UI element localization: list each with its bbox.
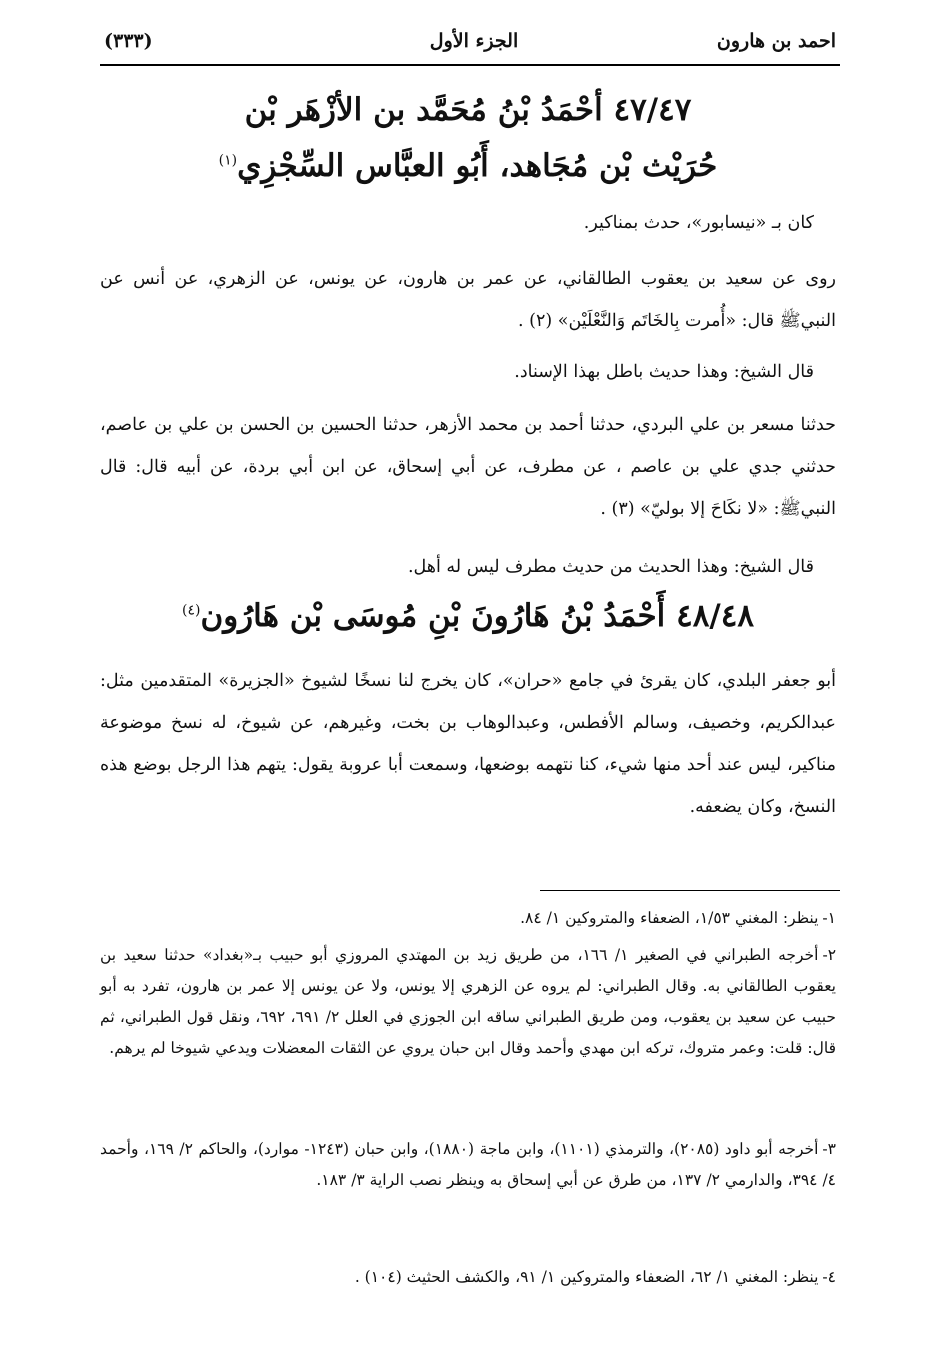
page-number: (٣٣٣) bbox=[104, 30, 153, 52]
footnote-3-number: ٣- bbox=[822, 1140, 836, 1158]
entry-47-sheikh-comment-2: قال الشيخ: وهذا الحديث من حديث مطرف ليس له أهل. bbox=[407, 557, 814, 577]
entry-48-title-text: ٤٨/٤٨ أَحْمَدُ بْنُ هَارُونَ بْنِ مُوسَى بْن هَارُون bbox=[200, 598, 755, 634]
running-header-volume: الجزء الأول bbox=[429, 30, 519, 52]
footnote-4 bbox=[100, 1262, 836, 1293]
footnote-2 bbox=[100, 940, 836, 1126]
entry-47-title-line-2 bbox=[100, 148, 836, 184]
footnote-3 bbox=[100, 1134, 836, 1258]
footnote-3-text: أخرجه أبو داود (٢٠٨٥)، والترمذي (١١٠١)، وابن ماجة (١٨٨٠)، وابن حبان (١٢٤٣- موارد)، والحاكم ٢/ ١٦٩، وأحمد ٤/ ٣٩٤، والدارمي ٢/ ١٣٧، من طرق عن أبي إسحاق به وينظر نصب الراية ٣/ ١٨٣. bbox=[100, 1140, 836, 1189]
entry-47-narration: روى عن سعيد بن يعقوب الطالقاني، عن عمر بن هارون، عن يونس، عن الزهري، عن أنس عن النبيﷺ قال: «أُمرت بِالخَاتَم وَالنَّعْلَيْن» (٢) . bbox=[100, 269, 836, 331]
entry-48-biography: أبو جعفر البلدي، كان يقرئ في جامع «حران»، كان يخرج لنا نسخًا لشيوخ «الجزيرة» المتقدمين مثل: عبدالكريم، وخصيف، وسالم الأفطس، وعبدالوهاب بن بخت، وغيرهم، عن شيوخ، له نسخ موضوعة مناكير، ليس عند أحد منها شيء، كنا نتهمه بوضعها، وسمعت أبا عروبة يقول: يتهم هذا الرجل بوضع هذه النسخ، وكان يضعفه. bbox=[100, 671, 837, 817]
entry-47-footnote-ref: (١) bbox=[218, 152, 238, 169]
entry-47-title-line-1: ٤٧/٤٧ أحْمَدُ بْنُ مُحَمَّد بن الأزْهَر بْن bbox=[244, 92, 692, 128]
entry-48-footnote-ref: (٤) bbox=[181, 602, 201, 619]
footnote-1 bbox=[100, 903, 836, 934]
footnote-4-number: ٤- bbox=[822, 1268, 836, 1286]
entry-47-title-text: حُرَيْث بْن مُجَاهد، أَبُو العبَّاس السِّجْزِي bbox=[237, 148, 718, 184]
footnote-rule bbox=[540, 890, 840, 891]
entry-48-title bbox=[100, 598, 836, 634]
footnote-4-text: ينظر: المغني ١/ ٦٢، الضعفاء والمتروكين ١/ ٩١، والكشف الحثيث (١٠٤) . bbox=[354, 1268, 819, 1286]
footnote-2-text: أخرجه الطبراني في الصغير ١/ ١٦٦، من طريق زيد بن المهتدي المروزي أبو حبيب بـ«بغداد» حدثنا سعيد بن يعقوب الطالقاني به. وقال الطبراني: لم يروه عن الزهري إلا يونس، ولا عن يونس إلا عمر بن هارون، تفرد به أبو حبيب عن سعيد بن يعقوب، ومن طريق الطبراني ساقه ابن الجوزي في العلل ٢/ ٦٩١، ٦٩٢، ونقل قول الطبراني، ثم قال: قلت: وعمر متروك، تركه ابن مهدي وأحمد وقال ابن حبان يروي عن الثقات المعضلات ويدعي شيوخا لم يرهم. bbox=[100, 946, 836, 1057]
footnote-1-number: ١- bbox=[822, 909, 836, 927]
header-rule bbox=[100, 64, 840, 66]
entry-47-sheikh-comment: قال الشيخ: وهذا حديث باطل بهذا الإسناد. bbox=[514, 362, 814, 382]
footnote-2-number: ٢- bbox=[822, 946, 837, 964]
entry-47-intro: كان بـ «نيسابور»، حدث بمناكير. bbox=[583, 213, 814, 233]
running-header-author: احمد بن هارون bbox=[716, 30, 836, 52]
entry-47-hadith-chain: حدثنا مسعر بن علي البردي، حدثنا أحمد بن محمد الأزهر، حدثنا الحسين بن الحسن بن علي بن عاصم، حدثني جدي علي بن عاصم ، عن مطرف، عن أبي إسحاق، عن ابن أبي بردة، عن أبيه قال: قال النبيﷺ: «لا نكَاحَ إلا بوليّ» (٣) . bbox=[100, 415, 836, 519]
footnote-1-text: ينظر: المغني ١/٥٣، الضعفاء والمتروكين ١/ ٨٤. bbox=[520, 909, 819, 927]
